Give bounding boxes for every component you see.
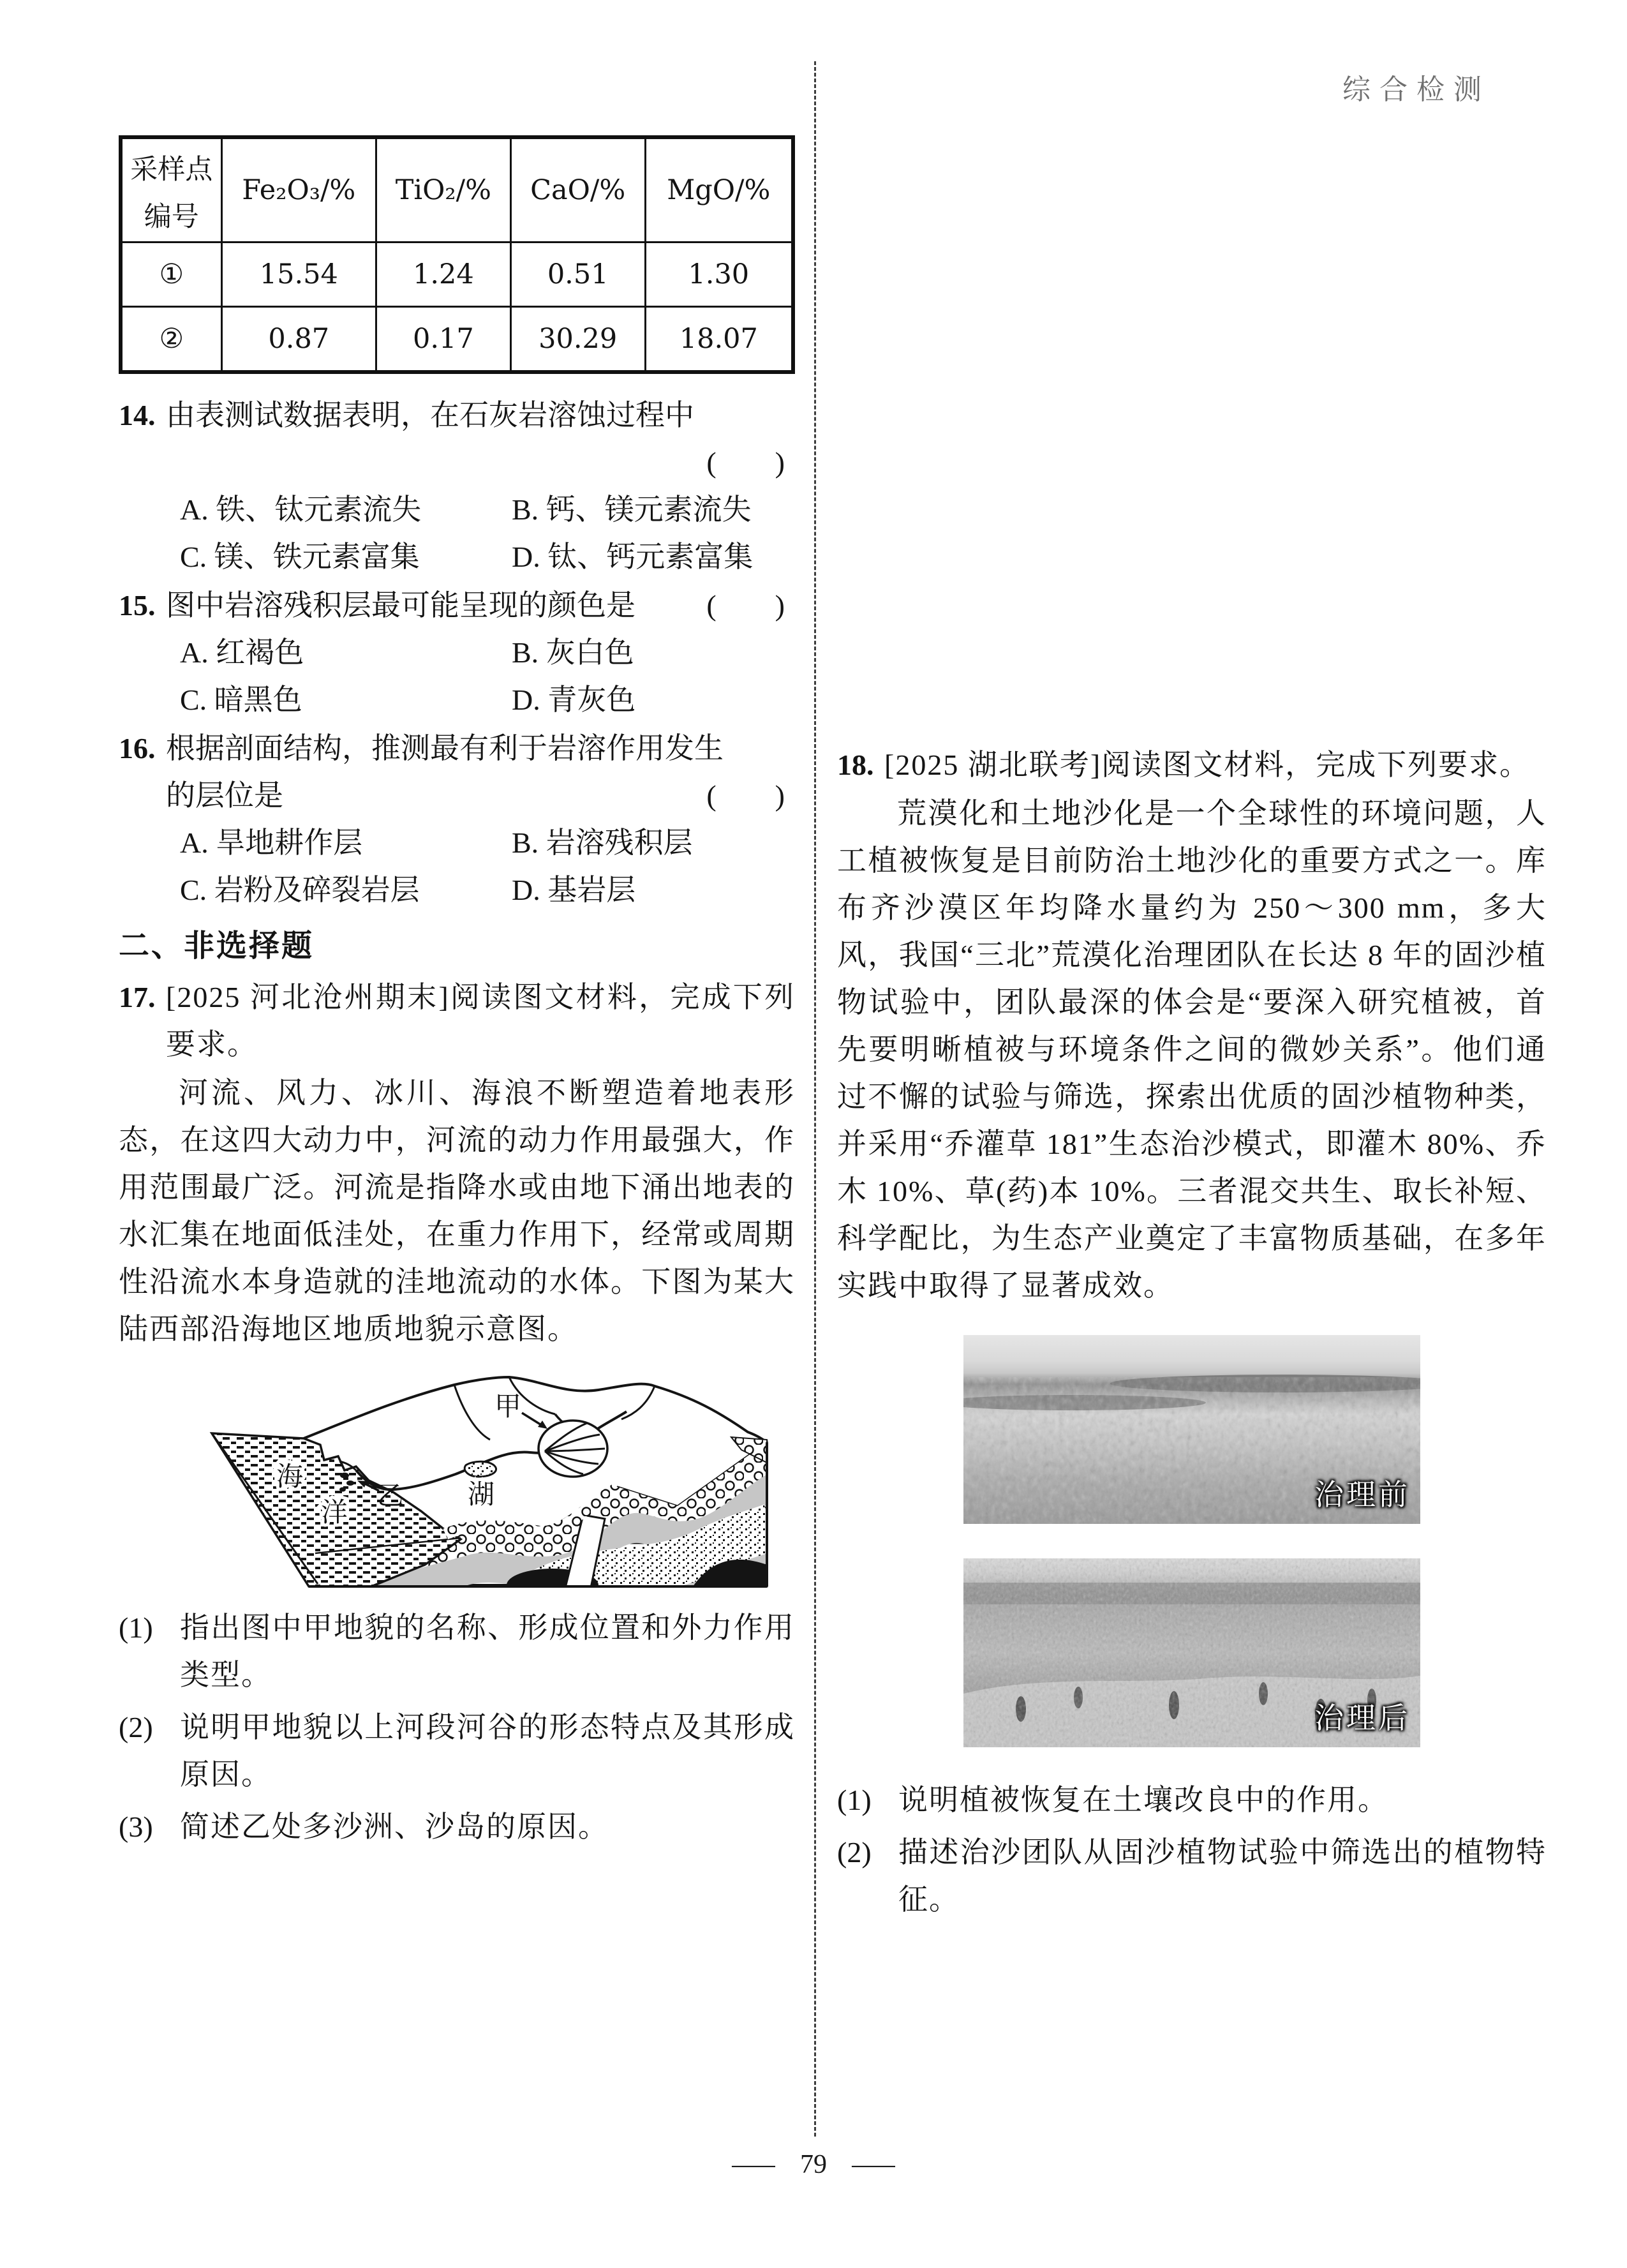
corner-label-top: 采样点 <box>130 154 213 186</box>
question-stem-continued: 的层位是 <box>166 779 283 812</box>
alluvial-fan <box>539 1421 607 1477</box>
option-b: B. 灰白色 <box>512 636 634 669</box>
option-c: C. 镁、铁元素富集 <box>180 541 420 573</box>
label-yi: 乙 <box>376 1482 405 1511</box>
column-header: MgO/% <box>645 137 793 242</box>
lake-shape <box>464 1461 496 1477</box>
table-cell: ② <box>121 307 221 373</box>
table-header-row <box>121 137 793 242</box>
column-header: CaO/% <box>510 137 645 242</box>
sandbar <box>340 1473 349 1479</box>
option-a: A. 旱地耕作层 <box>180 826 363 859</box>
option-a: A. 红褐色 <box>180 636 304 669</box>
answer-parentheses: ( ) <box>706 589 785 622</box>
page-number: 79 <box>800 2150 827 2179</box>
question-number: 16. <box>119 732 156 765</box>
question-stem: 根据剖面结构，推测最有利于岩溶作用发生 <box>166 732 724 765</box>
subquestion-number: (2) <box>119 1711 153 1743</box>
label-lake: 湖 <box>467 1481 495 1510</box>
subquestion-17-3 <box>119 1803 795 1851</box>
column-divider <box>814 61 816 2137</box>
subquestion-text: 简述乙处多沙洲、沙岛的原因。 <box>180 1810 609 1843</box>
question-17 <box>119 974 795 1851</box>
section-title-non-choice: 二、非选择题 <box>119 929 315 963</box>
page-header: 综合检测 <box>1342 74 1490 105</box>
sandbar <box>339 1488 346 1492</box>
option-b: B. 岩溶残积层 <box>512 826 693 859</box>
table-cell: ① <box>121 242 221 307</box>
photo-label-before: 治理前 <box>1314 1479 1410 1511</box>
page-footer <box>0 2149 1627 2180</box>
subquestion-17-2 <box>119 1704 795 1798</box>
ridge-outline <box>304 1377 767 1442</box>
table-cell: 18.07 <box>645 307 793 373</box>
footer-dash-left: — <box>732 2150 775 2179</box>
left-column <box>119 128 795 1851</box>
option-c: C. 岩粉及碎裂岩层 <box>180 874 420 906</box>
question-14 <box>119 392 795 581</box>
label-sea-1: 海 <box>276 1463 304 1492</box>
table-cell: 0.87 <box>221 307 376 373</box>
column-header: TiO₂/% <box>376 137 511 242</box>
question-stem: 由表测试数据表明，在石灰岩溶蚀过程中 <box>166 399 694 431</box>
right-column <box>837 738 1547 1923</box>
question-number: 14. <box>119 399 156 431</box>
question-16 <box>119 725 795 914</box>
subquestion-number: (1) <box>119 1611 153 1644</box>
subquestion-text: 指出图中甲地貌的名称、形成位置和外力作用类型。 <box>180 1611 795 1691</box>
subquestion-text: 说明植被恢复在土壤改良中的作用。 <box>898 1784 1388 1816</box>
label-sea-2: 洋 <box>320 1498 348 1528</box>
option-d: D. 基岩层 <box>512 874 636 906</box>
subquestion-text: 说明甲地貌以上河段河谷的形态特点及其形成原因。 <box>180 1711 795 1791</box>
table-cell: 0.17 <box>376 307 511 373</box>
table-cell: 0.51 <box>510 242 645 307</box>
subquestion-18-2 <box>837 1829 1547 1923</box>
option-a: A. 铁、钛元素流失 <box>180 493 422 526</box>
table-cell: 1.24 <box>376 242 511 307</box>
question-number: 18. <box>837 749 874 781</box>
table-corner-cell <box>121 137 221 242</box>
subquestion-number: (3) <box>119 1810 153 1843</box>
option-d: D. 钛、钙元素富集 <box>512 541 754 573</box>
question-number: 15. <box>119 589 156 622</box>
table-row <box>121 307 793 373</box>
reading-material: 荒漠化和土地沙化是一个全球性的环境问题，人工植被恢复是目前防治土地沙化的重要方式之一。库布齐沙漠区年均降水量约为 250～300 mm，多大风，我国“三北”荒漠化治理团队在长达 8 年的固沙植物试验中，团队最深的体会是“要深入研究植被，首先要明晰植被与环境条件之间的微妙关系”。他们通过不懈的试验与筛选，探索出优质的固沙植物种类，并采用“乔灌草 181”生态治沙模式，即灌木 80%、乔木 10%、草(药)本 10%。三者混交共生、取长补短、科学配比，为生态产业奠定了丰富物质基础，在多年实践中取得了显著成效。 <box>837 797 1547 1302</box>
sample-data-table <box>119 135 795 374</box>
subquestion-number: (1) <box>837 1784 872 1816</box>
geology-block-diagram <box>208 1373 769 1588</box>
question-stem: 图中岩溶残积层最可能呈现的颜色是 <box>166 589 635 622</box>
photo-after-treatment <box>963 1558 1420 1747</box>
photo-label-after: 治理后 <box>1314 1702 1410 1735</box>
table-cell: 30.29 <box>510 307 645 373</box>
photo-before-treatment <box>963 1335 1420 1524</box>
sandbar <box>346 1481 354 1486</box>
corner-label-bottom: 编号 <box>144 201 199 233</box>
label-jia: 甲 <box>494 1392 522 1422</box>
question-lead: [2025 河北沧州期末]阅读图文材料，完成下列要求。 <box>166 981 795 1061</box>
subquestion-18-1 <box>837 1777 1547 1824</box>
question-lead: [2025 湖北联考]阅读图文材料，完成下列要求。 <box>884 749 1531 781</box>
option-d: D. 青灰色 <box>512 683 636 716</box>
table-row <box>121 242 793 307</box>
answer-parentheses: ( ) <box>706 446 785 479</box>
option-b: B. 钙、镁元素流失 <box>512 493 752 526</box>
subquestion-number: (2) <box>837 1836 872 1869</box>
question-15 <box>119 582 795 724</box>
question-18 <box>837 742 1547 1923</box>
reading-material: 河流、风力、冰川、海浪不断塑造着地表形态，在这四大动力中，河流的动力作用最强大，作用范围最广泛。河流是指降水或由地下涌出地表的水汇集在地面低洼处，在重力作用下，经常或周期性沿流水本身造就的洼地流动的水体。下图为某大陆西部沿海地区地质地貌示意图。 <box>119 1077 795 1345</box>
table-cell: 1.30 <box>645 242 793 307</box>
option-c: C. 暗黑色 <box>180 683 302 716</box>
column-header: Fe₂O₃/% <box>221 137 376 242</box>
footer-dash-right: — <box>852 2150 895 2179</box>
question-number: 17. <box>119 981 156 1013</box>
table-cell: 15.54 <box>221 242 376 307</box>
answer-parentheses: ( ) <box>706 779 785 812</box>
subquestion-text: 描述治沙团队从固沙植物试验中筛选出的植物特征。 <box>898 1836 1547 1916</box>
subquestion-17-1 <box>119 1604 795 1699</box>
